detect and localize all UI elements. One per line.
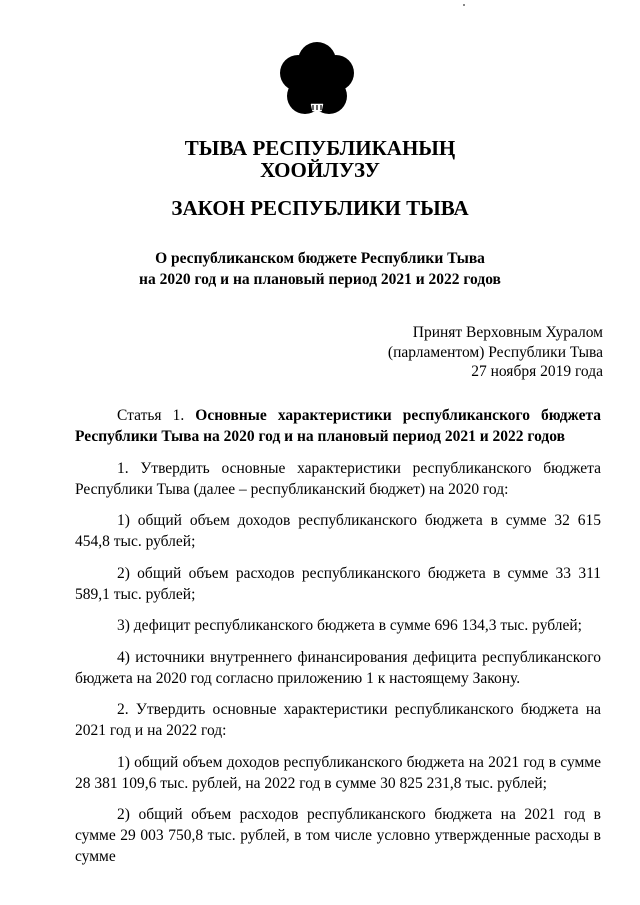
title-line-1: ТЫВА РЕСПУБЛИКАНЫҢ bbox=[184, 136, 456, 160]
adoption-block bbox=[388, 323, 603, 382]
paragraph-1-item-1: 1) общий объем доходов республиканского бюджета в сумме 32 615 454,8 тыс. рублей; bbox=[75, 512, 601, 550]
paragraph-1: 1. Утвердить основные характеристики республиканского бюджета Республики Тыва (далее – республиканский бюджет) на 2020 год: bbox=[75, 459, 601, 498]
subject-line-1: О республиканском бюджете Республики Тыва bbox=[155, 250, 485, 267]
paragraph-1-item-4: 4) источники внутреннего финансирования дефицита республиканского бюджета на 2020 год согласно приложению 1 к настоящему Закону. bbox=[75, 648, 601, 687]
article-heading bbox=[75, 405, 601, 447]
tuva-emblem-icon bbox=[278, 40, 356, 118]
paragraph-1-item-3: 3) дефицит республиканского бюджета в сумме 696 134,3 тыс. рублей; bbox=[117, 617, 582, 634]
law-title: ЗАКОН РЕСПУБЛИКИ ТЫВА bbox=[171, 196, 469, 220]
document-body bbox=[75, 405, 601, 867]
article-title: Основные характеристики республиканского бюджета Республики Тыва на 2020 год и на плановый период 2021 и 2022 годов bbox=[75, 407, 601, 445]
adoption-line-1: Принят Верховным Хуралом bbox=[412, 324, 603, 341]
paragraph-1-item-2: 2) общий объем расходов республиканского бюджета в сумме 33 311 589,1 тыс. рублей; bbox=[75, 564, 601, 603]
scan-speck bbox=[463, 4, 465, 6]
article-label: Статья 1. bbox=[117, 407, 185, 424]
title-line-2: ХООЙЛУЗУ bbox=[260, 158, 380, 182]
subject-line-2: на 2020 год и на плановый период 2021 и 2022 годов bbox=[139, 271, 501, 288]
adoption-line-2: (парламентом) Республики Тыва bbox=[387, 343, 603, 361]
paragraph-2-item-2: 2) общий объем расходов республиканского бюджета на 2021 год в сумме 29 003 750,8 тыс. рублей, в том числе условно утвержденные расходы в сумме bbox=[75, 806, 601, 865]
paragraph-2-item-1: 1) общий объем доходов республиканского бюджета на 2021 год в сумме 28 381 109,6 тыс. рублей, на 2022 год в сумме 30 825 231,8 тыс. рублей; bbox=[75, 753, 601, 792]
paragraph-2: 2. Утвердить основные характеристики республиканского бюджета на 2021 год и на 2022 год: bbox=[75, 701, 601, 739]
adoption-line-3: 27 ноября 2019 года bbox=[471, 363, 603, 380]
